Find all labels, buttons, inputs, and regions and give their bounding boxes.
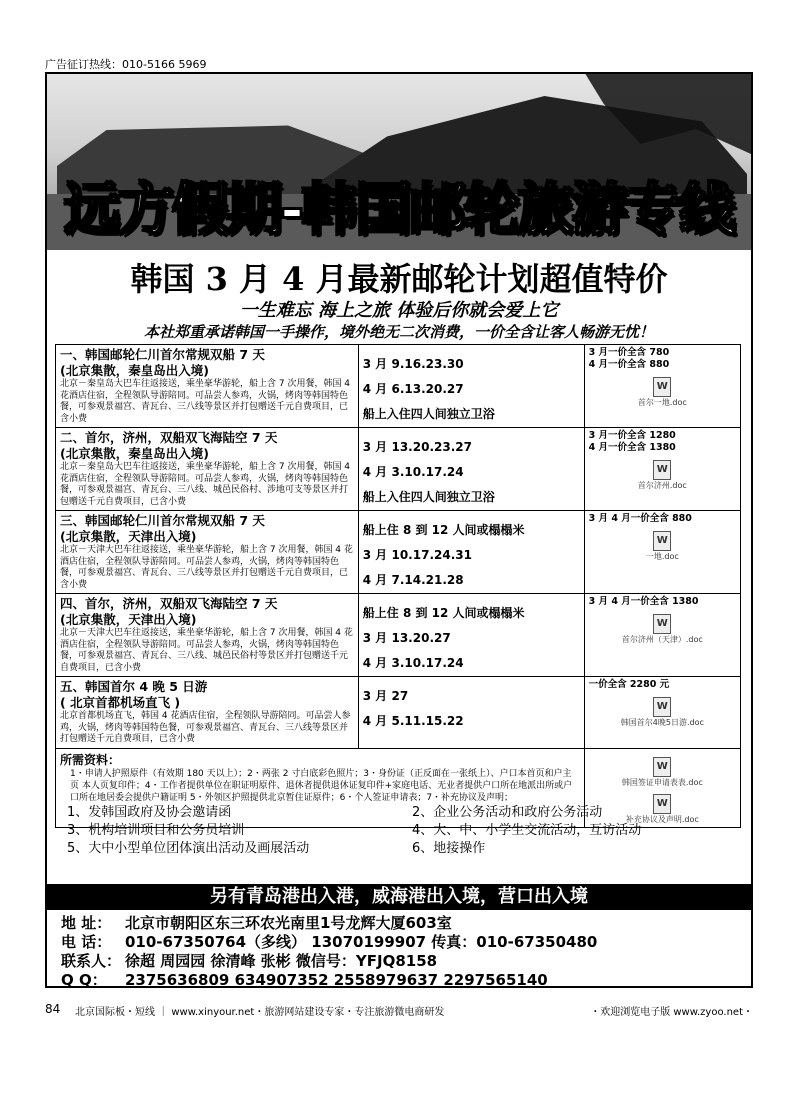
tour-description: 北京－秦皇岛大巴车往返接送，乘坐豪华游轮，船上含 7 次用餐，韩国 4 花酒店住宿，全程领队导游陪同。可品尝人参鸡，火锅，烤肉等韩国特色餐，可参观景福宫、青瓦台、三八线、城邑民俗村、涉地可支等景区并打包赠送千元自费项目，已含小费 [60,462,351,507]
activity-item: 6、地接操作 [412,841,486,856]
tour-price: 3 月一价全含 780 [588,347,670,358]
activity-item: 3、机构培训项目和公务员培训 [67,823,245,838]
doc-attachment[interactable]: W 一地.doc [589,531,736,562]
phone: 010-67350764（多线） 13070199907 传真：010-67350480 [125,933,598,951]
footer-left: 北京国际板・短线 ｜ www.xinyour.net・旅游网站建设专家・专注旅游微电商研发 [75,1007,445,1018]
activity-row [67,804,747,822]
tour-date: 船上入住四人间独立卫浴 [362,490,495,504]
doc-attachment[interactable]: W 首尔济州.doc [589,460,736,491]
address: 北京市朝阳区东三环农光南里1号龙辉大厦603室 [125,914,452,932]
docs-text: 1・申请人护照原件（有效期 180 天以上）；2・两张 2 寸白底彩色照片；3・身份证（正反面在一张纸上）、户口本首页和户主页 本人页复印件；4・工作者提供单位在职证明原件、退休者提供退休证复印件+家庭电话、无业者提供户口所在地派出所或户口所在地居委会提供户籍证明 5・外领区护照提供北京暂住证原件；6・个人签证申请表；7・补充协议及声明； [70,768,573,803]
tour-row [56,428,741,511]
activity-row [67,822,747,840]
tour-date: 4 月 3.10.17.24 [362,465,464,479]
doc-attachment[interactable]: W 首尔一地.doc [589,377,736,408]
tour-date: 4 月 3.10.17.24 [362,656,464,670]
tour-price: 3 月 4 月一价全含 880 [588,513,692,524]
banner-image [47,74,751,250]
tour-date: 船上入住四人间独立卫浴 [362,407,495,421]
tour-title: 一、韩国邮轮仁川首尔常规双船 7 天 [60,347,265,362]
doc-attachment[interactable]: W 韩国首尔4晚5日游.doc [589,697,736,728]
tour-date: 3 月 27 [362,689,409,703]
page-number: 84 [45,1002,61,1016]
tour-date: 船上住 8 到 12 人间或榻榻米 [362,523,525,537]
activity-item: 2、企业公务活动和政府公务活动 [412,805,603,820]
ad-frame [45,72,753,988]
address-label: 地 址： [61,914,112,932]
word-doc-icon: W [653,531,671,551]
tour-subtitle: (北京集散，秦皇岛出入境) [60,446,209,461]
ad-hotline: 广告征订热线：010-5166 5969 [45,58,207,71]
tour-title: 四、首尔，济州，双船双飞海陆空 7 天 [60,596,278,611]
tour-row [56,511,741,594]
tour-row [56,594,741,677]
slogan: 一生难忘 海上之旅 体验后你就会爱上它 [239,300,559,321]
word-doc-icon: W [653,614,671,634]
sub-title: 韩国 3 月 4 月最新邮轮计划超值特价 [130,260,668,298]
tour-date: 3 月 13.20.27 [362,631,451,645]
activity-item: 1、发韩国政府及协会邀请函 [67,805,232,820]
tour-date: 3 月 10.17.24.31 [362,548,472,562]
other-ports-bar: 另有青岛港出入港，威海港出入境，营口出入境 [47,884,751,910]
contact-person-label: 联系人： [61,952,122,970]
tour-table [55,344,741,828]
word-doc-icon: W [653,697,671,717]
doc-attachment[interactable]: W 韩国签证申请表表.doc [589,757,736,788]
word-doc-icon: W [653,377,671,397]
tour-row [56,677,741,749]
phone-label: 电 话： [61,933,112,951]
tour-date: 4 月 5.11.15.22 [362,714,464,728]
tour-price: 3 月一价全含 1280 [588,430,676,441]
banner-title: 远方假期-韩国邮轮旅游专线 [64,178,734,243]
tour-date: 船上住 8 到 12 人间或榻榻米 [362,606,525,620]
docs-label: 所需资料： [60,752,121,767]
tour-date: 3 月 9.16.23.30 [362,357,464,371]
activity-item: 5、大中小型单位团体演出活动及画展活动 [67,841,310,856]
word-doc-icon: W [653,794,671,814]
tour-description: 北京－天津大巴车往返接送，乘坐豪华游轮，船上含 7 次用餐，韩国 4 花酒店住宿，全程领队导游陪同。可品尝人参鸡，火锅，烤肉等韩国特色餐，可参观景福宫、青瓦台、三八线等景区并打包赠送千元自费项目，已含小费 [60,545,353,590]
tour-date: 3 月 13.20.23.27 [362,440,472,454]
activity-item: 4、大、中、小学生交流活动，互访活动 [412,823,642,838]
tour-row [56,345,741,428]
word-doc-icon: W [653,757,671,777]
tour-date: 4 月 7.14.21.28 [362,573,464,587]
doc-attachment[interactable]: W 补充协议及声明.doc [589,794,736,825]
tour-subtitle: (北京集散，天津出入境) [60,529,197,544]
tour-description: 北京－秦皇岛大巴车往返接送，乘坐豪华游轮，船上含 7 次用餐，韩国 4 花酒店住宿，全程领队导游陪同。可品尝人参鸡，火锅，烤肉等韩国特色餐，可参观景福宫、青瓦台、三八线等景区并打包赠送千元自费项目，已含小费 [60,379,351,424]
activity-row [67,840,747,858]
footer-right: ・欢迎浏览电子版 www.zyoo.net・ [590,1007,753,1018]
tour-description: 北京首都机场直飞，韩国 4 花酒店住宿，全程领队导游陪同。可品尝人参鸡，火锅，烤肉等韩国特色餐，可参观景福宫、青瓦台、三八线等景区并打包赠送千元自费项目，已含小费 [60,711,351,744]
qq-label: Q Q： [61,971,107,988]
qq-numbers: 2375636809 634907352 2558979637 2297565140 [125,971,548,988]
contact-info [61,914,597,988]
tour-price: 3 月 4 月一价全含 1380 [588,596,699,607]
tour-title: 三、韩国邮轮仁川首尔常规双船 7 天 [60,513,265,528]
contact-persons: 徐超 周园园 徐清峰 张彬 微信号：YFJQ8158 [125,952,438,970]
word-doc-icon: W [653,460,671,480]
tour-subtitle: (北京集散，天津出入境) [60,612,197,627]
doc-attachment[interactable]: W 首尔济州（天津）.doc [589,614,736,645]
tour-date: 4 月 6.13.20.27 [362,382,464,396]
tour-title: 二、首尔，济州，双船双飞海陆空 7 天 [60,430,278,445]
promise-text: 本社郑重承诺韩国一手操作，境外绝无二次消费，一价全含让客人畅游无忧！ [143,323,654,341]
tour-price: 4 月一价全含 1380 [588,442,676,453]
activities-list [67,804,747,858]
tour-subtitle: (北京集散，秦皇岛出入境) [60,363,209,378]
tour-title: 五、韩国首尔 4 晚 5 日游 [60,679,208,694]
tour-subtitle: ( 北京首都机场直飞 ) [60,695,181,710]
tour-price: 4 月一价全含 880 [588,359,670,370]
tour-price: 一价全含 2280 元 [588,679,670,690]
tour-description: 北京－天津大巴车往返接送，乘坐豪华游轮，船上含 7 次用餐，韩国 4 花酒店住宿，全程领队导游陪同。可品尝人参鸡，火锅，烤肉等韩国特色餐，可参观景福宫、青瓦台、三八线、城邑民俗村等景区并打包赠送千元自费项目，已含小费 [60,628,353,673]
